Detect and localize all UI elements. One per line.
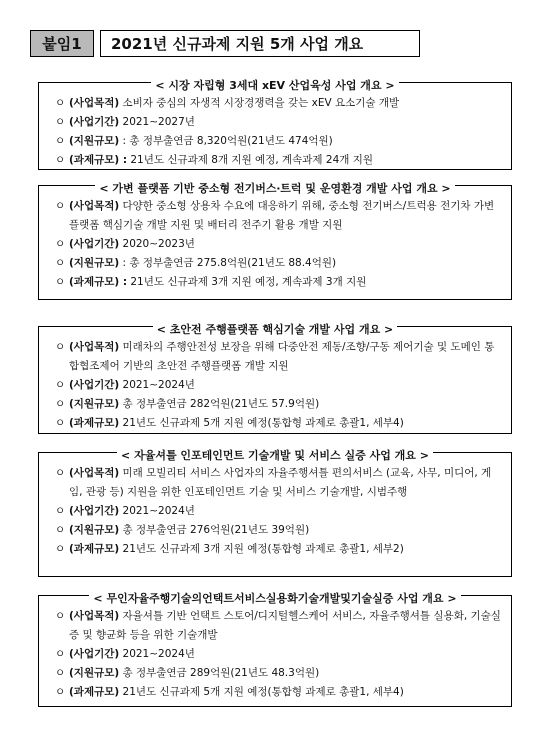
item-label: (지원규모) [69, 667, 120, 679]
item-label: (사업기간) [69, 238, 120, 250]
item-label: (지원규모) [69, 524, 120, 536]
list-item [55, 607, 503, 645]
item-text: 21년도 신규과제 3개 지원 예정(통합형 과제로 총괄1, 세부2) [119, 543, 404, 555]
item-body [69, 132, 503, 151]
item-text: : 총 정부출연금 275.8억원(21년도 88.4억원) [119, 257, 337, 269]
bullet-marker: ㅇ [55, 135, 66, 147]
attachment-tag: 붙임1 [30, 30, 94, 57]
list-item [55, 664, 503, 683]
bullet-marker: ㅇ [55, 379, 66, 391]
section-items [55, 607, 503, 702]
section-title-wrap [39, 74, 511, 93]
item-label: (과제규모) : [69, 276, 128, 288]
section-title: < 무인자율주행기술의언택트서비스실용화기술개발및기술실증 사업 개요 > [89, 592, 460, 605]
item-label: (과제규모) [69, 417, 120, 429]
item-label: (과제규모) [69, 686, 120, 698]
item-text: 2021∼2027년 [119, 116, 195, 128]
list-item [55, 151, 503, 170]
item-label: (과제규모) : [69, 154, 128, 166]
bullet-marker: ㅇ [55, 686, 66, 698]
page-title: 2021년 신규과제 지원 5개 사업 개요 [100, 30, 420, 57]
bullet-marker: ㅇ [55, 276, 66, 288]
item-text: 2021∼2024년 [119, 505, 195, 517]
item-body [69, 254, 503, 273]
bullet-marker: ㅇ [55, 257, 66, 269]
item-body [69, 664, 503, 683]
item-label: (사업목적) [69, 97, 120, 109]
item-text: 21년도 신규과제 3개 지원 예정, 계속과제 3개 지원 [127, 276, 367, 288]
list-item [55, 521, 503, 540]
list-item [55, 464, 503, 502]
bullet-marker: ㅇ [55, 667, 66, 679]
list-item [55, 94, 503, 113]
item-body [69, 607, 503, 645]
item-text: 총 정부출연금 282억원(21년도 57.9억원) [119, 398, 320, 410]
bullet-marker: ㅇ [55, 505, 66, 517]
item-text: 미래 모빌리티 서비스 사업자의 자율주행셔틀 편의서비스 (교육, 사무, 미디어, 게임, 관광 등) 지원을 위한 인포테인먼트 기술 및 서비스 기술개발, 시범주행 [69, 467, 492, 498]
bullet-marker: ㅇ [55, 610, 66, 622]
item-body [69, 197, 503, 235]
item-label: (사업기간) [69, 379, 120, 391]
section-items [55, 197, 503, 292]
list-item [55, 540, 503, 559]
item-body [69, 645, 503, 664]
item-label: (사업기간) [69, 505, 120, 517]
bullet-marker: ㅇ [55, 524, 66, 536]
list-item [55, 338, 503, 376]
section-box [38, 592, 512, 707]
section-title-wrap [39, 444, 511, 463]
item-text: 2021∼2024년 [119, 379, 195, 391]
item-body [69, 683, 503, 702]
item-text: 21년도 신규과제 8개 지원 예정, 계속과제 24개 지원 [127, 154, 374, 166]
item-label: (사업목적) [69, 341, 120, 353]
bullet-marker: ㅇ [55, 417, 66, 429]
item-body [69, 94, 503, 113]
item-body [69, 376, 503, 395]
list-item [55, 414, 503, 433]
item-text: 총 정부출연금 276억원(21년도 39억원) [119, 524, 310, 536]
bullet-marker: ㅇ [55, 200, 66, 212]
item-label: (지원규모) [69, 135, 120, 147]
section-title: < 가변 플랫폼 기반 중소형 전기버스‧트럭 및 운영환경 개발 사업 개요 > [95, 182, 454, 195]
item-body [69, 235, 503, 254]
item-body [69, 338, 503, 376]
bullet-marker: ㅇ [55, 467, 66, 479]
item-text: 2021∼2024년 [119, 648, 195, 660]
list-item [55, 683, 503, 702]
item-body [69, 395, 503, 414]
item-text: 자율셔틀 기반 언택트 스토어/디지털헬스케어 서비스, 자율주행셔틀 실용화, 기술실증 및 향균화 등을 위한 기술개발 [69, 610, 501, 641]
item-body [69, 113, 503, 132]
item-text: 다양한 중소형 상용차 수요에 대응하기 위해, 중소형 전기버스/트럭용 전기차 가변 플랫폼 핵심기술 개발 지원 및 배터리 전주기 활용 개발 지원 [69, 200, 495, 231]
section-title: < 시장 자립형 3세대 xEV 산업육성 사업 개요 > [151, 79, 398, 92]
item-text: 미래차의 주행안전성 보장을 위해 다중안전 제동/조향/구동 제어기술 및 도메인 통합협조제어 기반의 초안전 주행플랫폼 개발 지원 [69, 341, 495, 372]
item-label: (사업목적) [69, 610, 120, 622]
bullet-marker: ㅇ [55, 341, 66, 353]
bullet-marker: ㅇ [55, 398, 66, 410]
list-item [55, 197, 503, 235]
list-item [55, 395, 503, 414]
item-body [69, 464, 503, 502]
item-text: 21년도 신규과제 5개 지원 예정(통합형 과제로 총괄1, 세부4) [119, 417, 404, 429]
item-body [69, 540, 503, 559]
item-body [69, 273, 503, 292]
bullet-marker: ㅇ [55, 648, 66, 660]
section-box [38, 79, 512, 170]
section-box [38, 323, 512, 434]
item-body [69, 414, 503, 433]
section-title-wrap [39, 587, 511, 606]
list-item [55, 235, 503, 254]
item-label: (사업기간) [69, 648, 120, 660]
item-label: (지원규모) [69, 398, 120, 410]
section-title-wrap [39, 318, 511, 337]
item-label: (지원규모) [69, 257, 120, 269]
bullet-marker: ㅇ [55, 543, 66, 555]
item-label: (사업기간) [69, 116, 120, 128]
item-body [69, 521, 503, 540]
list-item [55, 132, 503, 151]
section-box [38, 449, 512, 577]
bullet-marker: ㅇ [55, 154, 66, 166]
doc-header [30, 30, 508, 57]
section-title: < 초안전 주행플랫폼 핵심기술 개발 사업 개요 > [153, 323, 398, 336]
bullet-marker: ㅇ [55, 97, 66, 109]
item-text: 21년도 신규과제 5개 지원 예정(통합형 과제로 총괄1, 세부4) [119, 686, 404, 698]
item-label: (사업목적) [69, 200, 120, 212]
item-body [69, 151, 503, 170]
list-item [55, 254, 503, 273]
bullet-marker: ㅇ [55, 238, 66, 250]
item-text: 소비자 중심의 자생적 시장경쟁력을 갖는 xEV 요소기술 개발 [119, 97, 400, 109]
list-item [55, 645, 503, 664]
item-text: : 총 정부출연금 8,320억원(21년도 474억원) [119, 135, 333, 147]
list-item [55, 376, 503, 395]
section-items [55, 94, 503, 170]
list-item [55, 502, 503, 521]
item-body [69, 502, 503, 521]
section-box [38, 182, 512, 300]
item-text: 총 정부출연금 289억원(21년도 48.3억원) [119, 667, 320, 679]
bullet-marker: ㅇ [55, 116, 66, 128]
item-label: (과제규모) [69, 543, 120, 555]
section-items [55, 464, 503, 559]
list-item [55, 113, 503, 132]
section-title: < 자율셔틀 인포테인먼트 기술개발 및 서비스 실증 사업 개요 > [117, 449, 433, 462]
item-label: (사업목적) [69, 467, 120, 479]
list-item [55, 273, 503, 292]
item-text: 2020∼2023년 [119, 238, 195, 250]
section-title-wrap [39, 177, 511, 196]
section-items [55, 338, 503, 433]
